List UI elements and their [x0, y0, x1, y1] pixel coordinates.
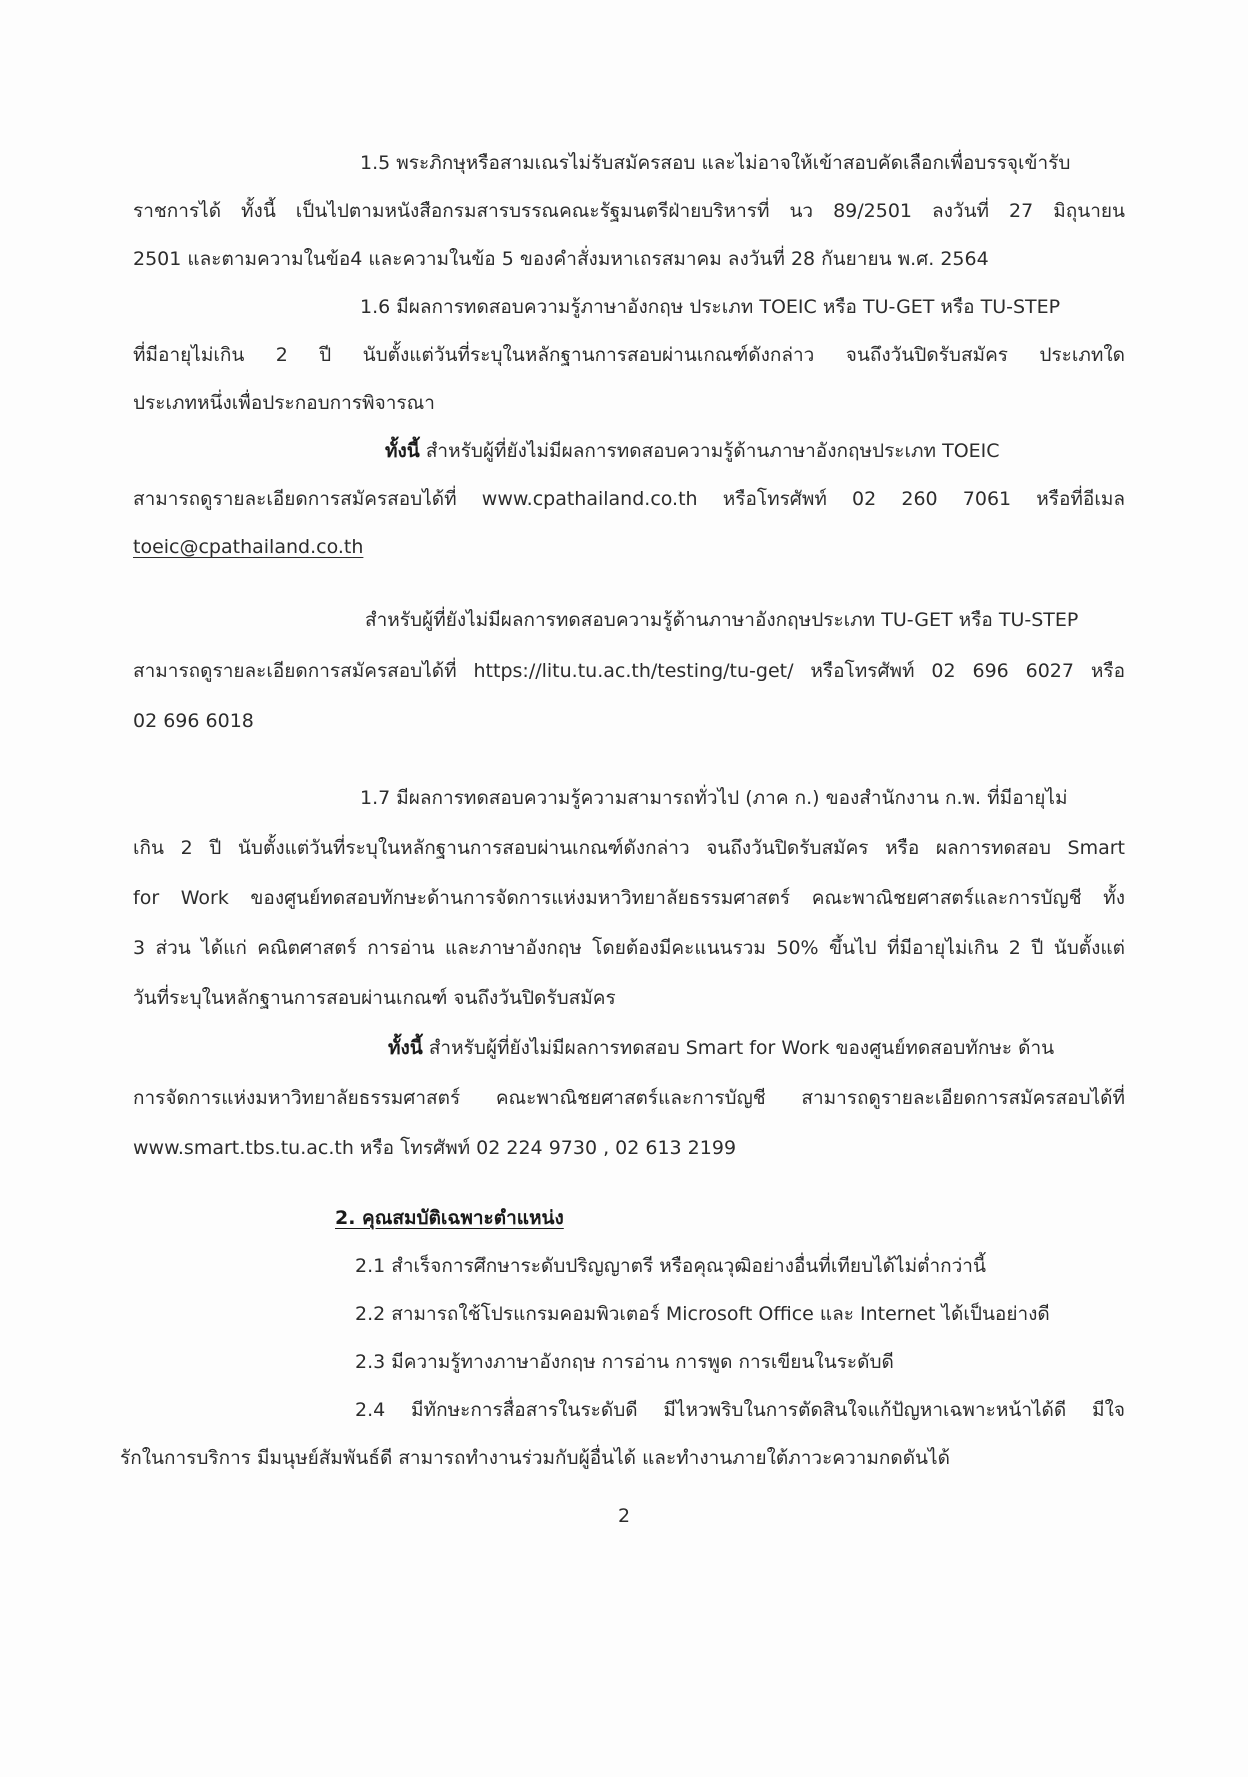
- smart-note-line-3: www.smart.tbs.tu.ac.th หรือ โทรศัพท์ 02 224 9730 , 02 613 2199: [133, 1137, 737, 1159]
- paragraph-1-6-line-3: ประเภทหนึ่งเพื่อประกอบการพิจารณา: [133, 392, 435, 414]
- toeic-note-line-2: สามารถดูรายละเอียดการสมัครสอบได้ที่ www.cpathailand.co.th หรือโทรศัพท์ 02 260 7061 หรือที่อีเมล: [133, 488, 1125, 510]
- smart-note-line-2: การจัดการแห่งมหาวิทยาลัยธรรมศาสตร์ คณะพาณิชยศาสตร์และการบัญชี สามารถดูรายละเอียดการสมัครสอบได้ที่: [133, 1087, 1125, 1109]
- paragraph-1-7-line-4: 3 ส่วน ได้แก่ คณิตศาสตร์ การอ่าน และภาษาอังกฤษ โดยต้องมีคะแนนรวม 50% ขึ้นไป ที่มีอายุไม่เกิน 2 ปี นับตั้งแต่: [133, 937, 1125, 959]
- section-2-item-1: 2.1 สำเร็จการศึกษาระดับปริญญาตรี หรือคุณวุฒิอย่างอื่นที่เทียบได้ไม่ต่ำกว่านี้: [355, 1255, 986, 1277]
- smart-note-lead: ทั้งนี้: [388, 1037, 423, 1059]
- section-2-item-4-line-2: รักในการบริการ มีมนุษย์สัมพันธ์ดี สามารถทำงานร่วมกับผู้อื่นได้ และทำงานภายใต้ภาวะความกดดันได้: [120, 1447, 950, 1469]
- section-2-item-3: 2.3 มีความรู้ทางภาษาอังกฤษ การอ่าน การพูด การเขียนในระดับดี: [355, 1351, 894, 1373]
- section-2-item-2: 2.2 สามารถใช้โปรแกรมคอมพิวเตอร์ Microsoft Office และ Internet ได้เป็นอย่างดี: [355, 1303, 1050, 1325]
- section-2-heading: 2. คุณสมบัติเฉพาะตำแหน่ง: [335, 1207, 564, 1229]
- paragraph-1-7-line-1: 1.7 มีผลการทดสอบความรู้ความสามารถทั่วไป (ภาค ก.) ของสำนักงาน ก.พ. ที่มีอายุไม่: [360, 787, 1068, 809]
- paragraph-1-5-line-2: ราชการได้ ทั้งนี้ เป็นไปตามหนังสือกรมสารบรรณคณะรัฐมนตรีฝ่ายบริหารที่ นว 89/2501 ลงวันที่ 27 มิถุนายน: [133, 200, 1125, 222]
- tuget-note-line-1: สำหรับผู้ที่ยังไม่มีผลการทดสอบความรู้ด้านภาษาอังกฤษประเภท TU-GET หรือ TU-STEP: [365, 609, 1079, 631]
- paragraph-1-6-line-2: ที่มีอายุไม่เกิน 2 ปี นับตั้งแต่วันที่ระบุในหลักฐานการสอบผ่านเกณฑ์ดังกล่าว จนถึงวันปิดรับสมัคร ประเภทใด: [133, 344, 1125, 366]
- section-2-item-4-line-1: 2.4 มีทักษะการสื่อสารในระดับดี มีไหวพริบในการตัดสินใจแก้ปัญหาเฉพาะหน้าได้ดี มีใจ: [355, 1399, 1125, 1421]
- toeic-note-line-1: [385, 438, 1000, 464]
- toeic-note-lead: ทั้งนี้: [385, 440, 420, 462]
- paragraph-1-7-line-2: เกิน 2 ปี นับตั้งแต่วันที่ระบุในหลักฐานการสอบผ่านเกณฑ์ดังกล่าว จนถึงวันปิดรับสมัคร หรือ ผลการทดสอบ Smart: [133, 837, 1125, 859]
- paragraph-1-5-line-1: 1.5 พระภิกษุหรือสามเณรไม่รับสมัครสอบ และไม่อาจให้เข้าสอบคัดเลือกเพื่อบรรจุเข้ารับ: [360, 152, 1071, 174]
- tuget-note-line-3: 02 696 6018: [133, 710, 254, 732]
- paragraph-1-7-line-3: for Work ของศูนย์ทดสอบทักษะด้านการจัดการแห่งมหาวิทยาลัยธรรมศาสตร์ คณะพาณิชยศาสตร์และการบัญชี ทั้ง: [133, 887, 1125, 909]
- tuget-note-line-2: สามารถดูรายละเอียดการสมัครสอบได้ที่ https://litu.tu.ac.th/testing/tu-get/ หรือโทรศัพท์ 02 696 6027 หรือ: [133, 660, 1125, 682]
- paragraph-1-6-line-1: 1.6 มีผลการทดสอบความรู้ภาษาอังกฤษ ประเภท TOEIC หรือ TU-GET หรือ TU-STEP: [360, 296, 1061, 318]
- smart-note-line-1: [388, 1035, 1054, 1061]
- toeic-note-line-1-text: สำหรับผู้ที่ยังไม่มีผลการทดสอบความรู้ด้านภาษาอังกฤษประเภท TOEIC: [419, 440, 1000, 462]
- paragraph-1-7-line-5: วันที่ระบุในหลักฐานการสอบผ่านเกณฑ์ จนถึงวันปิดรับสมัคร: [133, 987, 616, 1009]
- page-number: 2: [617, 1505, 631, 1527]
- paragraph-1-5-line-3: 2501 และตามความในข้อ4 และความในข้อ 5 ของคำสั่งมหาเถรสมาคม ลงวันที่ 28 กันยายน พ.ศ. 2564: [133, 248, 989, 270]
- smart-note-line-1-text: สำหรับผู้ที่ยังไม่มีผลการทดสอบ Smart for Work ของศูนย์ทดสอบทักษะ ด้าน: [422, 1037, 1055, 1059]
- toeic-email-link[interactable]: toeic@cpathailand.co.th: [133, 536, 364, 558]
